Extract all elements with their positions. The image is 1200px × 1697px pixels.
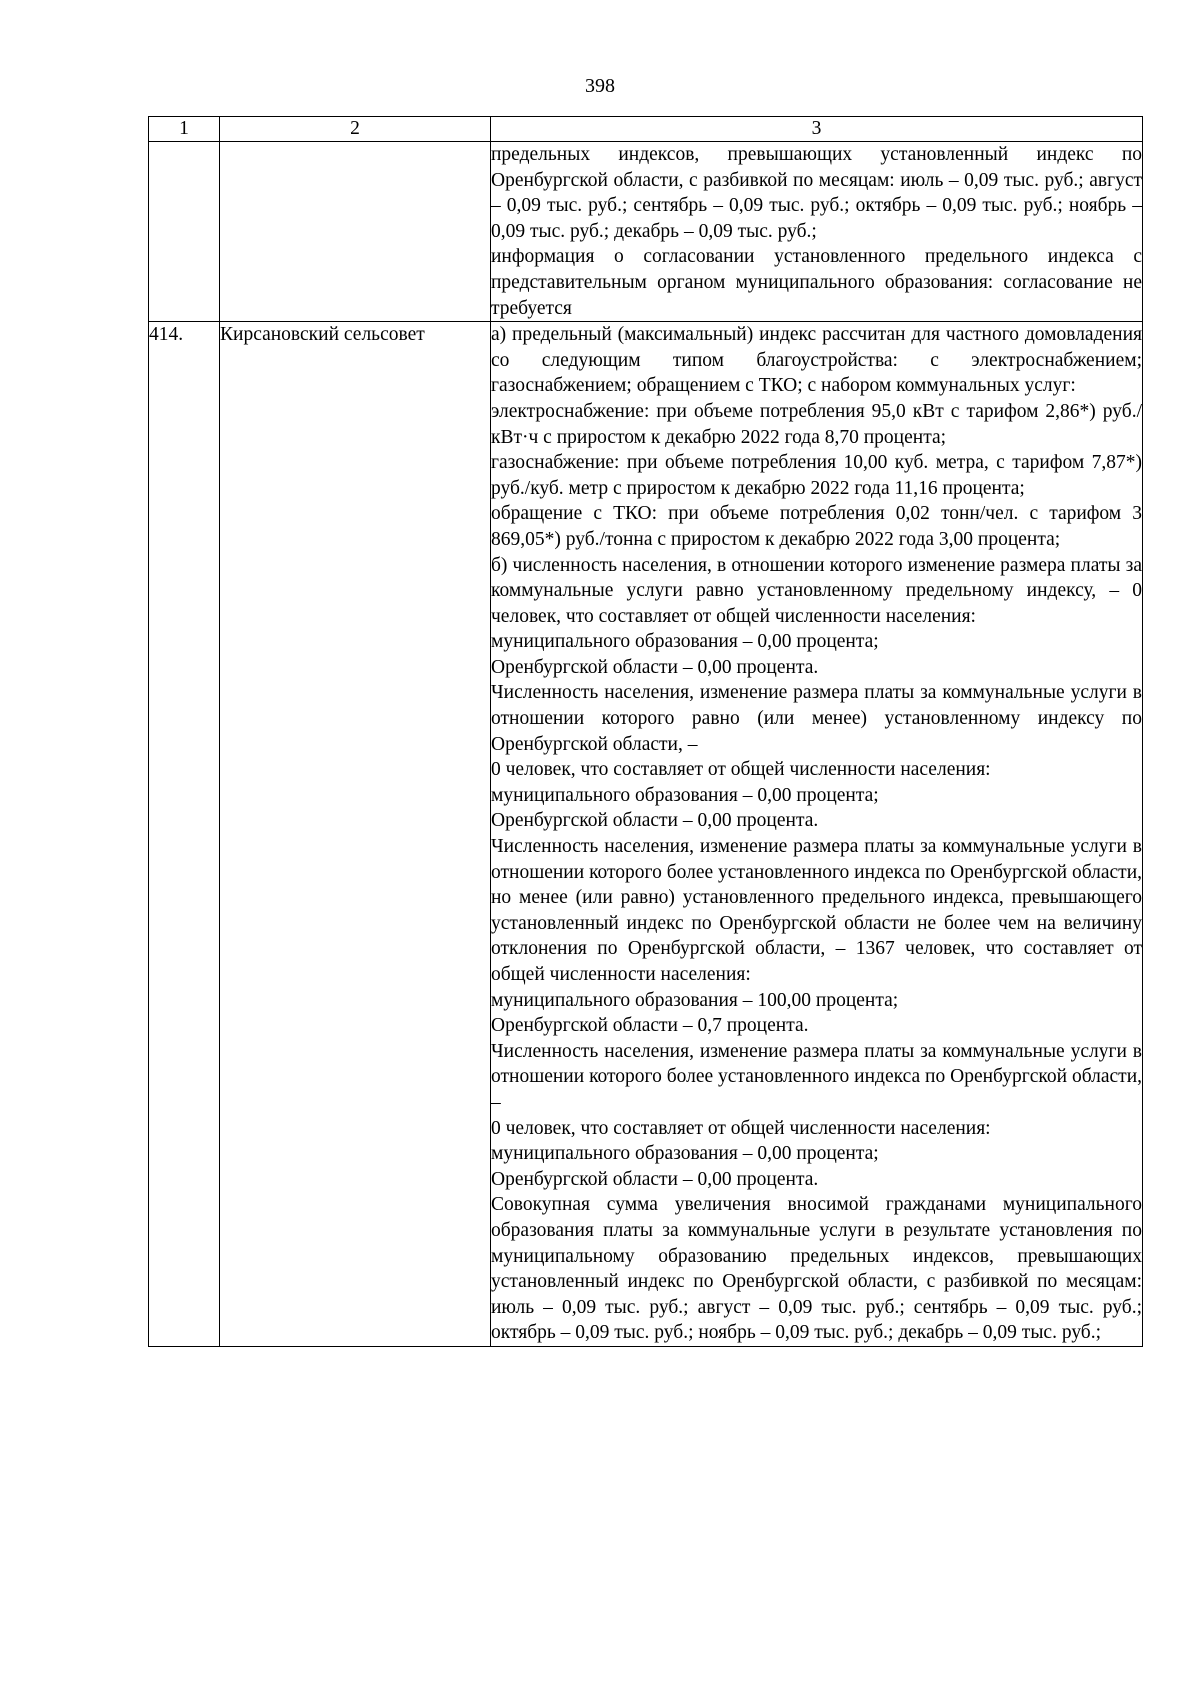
column-header-2: 2 [220, 117, 491, 142]
document-table [148, 116, 1143, 1347]
paragraph: 0 человек, что составляет от общей численности населения: [491, 759, 991, 781]
paragraph: Численность населения, изменение размера платы за коммунальные услуги в отношении которого равно (или менее) установленному индексу по Оренбургской области, – [491, 682, 1142, 755]
column-header-1: 1 [149, 117, 220, 142]
paragraph: предельных индексов, превышающих установленный индекс по Оренбургской области, с разбивкой по месяцам: июль – 0,09 тыс. руб.; август – 0,09 тыс. руб.; сентябрь – 0,09 тыс. руб.; октябрь – 0,09 тыс. руб.; ноябрь – 0,09 тыс. руб.; декабрь – 0,09 тыс. руб.; [491, 144, 1142, 242]
paragraph: электроснабжение: при объеме потребления 95,0 кВт с тарифом 2,86*) руб./кВт·ч с приростом к декабрю 2022 года 8,70 процента; [491, 400, 1142, 448]
paragraph: 0 человек, что составляет от общей численности населения: [491, 1117, 991, 1139]
paragraph: муниципального образования – 0,00 процента; [491, 631, 879, 653]
paragraph: муниципального образования – 0,00 процента; [491, 1143, 879, 1165]
continuation-name-cell [220, 142, 491, 322]
continuation-text-cell [491, 142, 1143, 322]
paragraph: муниципального образования – 0,00 процента; [491, 784, 879, 806]
paragraph: а) предельный (максимальный) индекс рассчитан для частного домовладения со следующим типом благоустройства: с электроснабжением; газоснабжением; обращением с ТКО; с набором коммунальных услуг: [491, 324, 1142, 397]
row-description-cell [491, 322, 1143, 1347]
paragraph: Численность населения, изменение размера платы за коммунальные услуги в отношении которого более установленного индекса по Оренбургской области, но менее (или равно) установленного предельного индекса, превышающего установленный индекс по Оренбургской области не более чем на величину отклонения по Оренбургской области, – 1367 человек, что составляет от общей численности населения: [491, 836, 1142, 985]
column-header-3: 3 [491, 117, 1143, 142]
continuation-number-cell [149, 142, 220, 322]
row-number: 414. [149, 322, 220, 1347]
paragraph: информация о согласовании установленного предельного индекса с представительным органом муниципального образования: согласование не требуется [491, 246, 1142, 319]
paragraph: Численность населения, изменение размера платы за коммунальные услуги в отношении которого более установленного индекса по Оренбургской области, – [491, 1040, 1142, 1113]
table-row-414 [149, 322, 1143, 1347]
table-row-continuation [149, 142, 1143, 322]
paragraph: газоснабжение: при объеме потребления 10,00 куб. метра, с тарифом 7,87*) руб./куб. метр с приростом к декабрю 2022 года 11,16 процента; [491, 452, 1142, 499]
paragraph: Оренбургской области – 0,00 процента. [491, 656, 819, 678]
paragraph: обращение с ТКО: при объеме потребления 0,02 тонн/чел. с тарифом 3 869,05*) руб./тонна с приростом к декабрю 2022 года 3,00 процента; [491, 503, 1142, 550]
paragraph: муниципального образования – 100,00 процента; [491, 989, 899, 1011]
table-header-row [149, 117, 1143, 142]
page-number: 398 [585, 75, 615, 97]
paragraph: Оренбургской области – 0,7 процента. [491, 1015, 809, 1037]
paragraph: б) численность населения, в отношении которого изменение размера платы за коммунальные услуги равно установленному предельному индексу, – 0 человек, что составляет от общей численности населения: [491, 554, 1142, 627]
paragraph: Оренбургской области – 0,00 процента. [491, 1168, 819, 1190]
municipality-name: Кирсановский сельсовет [220, 322, 491, 1347]
paragraph: Совокупная сумма увеличения вносимой гражданами муниципального образования платы за коммунальные услуги в результате установления по муниципальному образованию предельных индексов, превышающих установленный индекс по Оренбургской области, с разбивкой по месяцам: июль – 0,09 тыс. руб.; август – 0,09 тыс. руб.; сентябрь – 0,09 тыс. руб.; октябрь – 0,09 тыс. руб.; ноябрь – 0,09 тыс. руб.; декабрь – 0,09 тыс. руб.; [491, 1194, 1142, 1344]
paragraph: Оренбургской области – 0,00 процента. [491, 810, 819, 832]
